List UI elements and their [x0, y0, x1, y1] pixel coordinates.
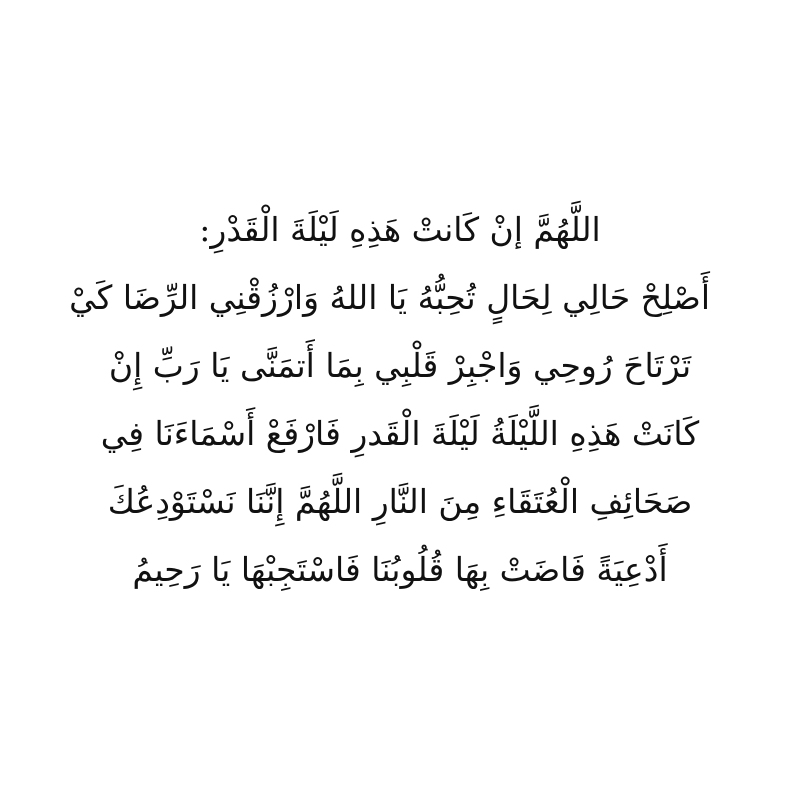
text-line-5: صَحَائِفِ الْعُتَقَاءِ مِنَ النَّارِ اللَّهُمَّ إِنَّنَا نَسْتَوْدِعُكَ [107, 482, 693, 521]
supplication-text [69, 196, 710, 604]
text-line-6: أَدْعِيَةً فَاضَتْ بِهَا قُلُوبُنَا فَاسْتَجِبْهَا يَا رَحِيمُ [132, 550, 668, 589]
text-line-2: أَصْلِحْ حَالِي لِحَالٍ تُحِبُّهُ يَا اللهُ وَارْزُقْنِي الرِّضَا كَيْ [69, 278, 710, 317]
text-line-4: كَانَتْ هَذِهِ اللَّيْلَةُ لَيْلَةَ الْقَدرِ فَارْفَعْ أَسْمَاءَنَا فِي [100, 414, 700, 453]
text-line-3: تَرْتَاحَ رُوحِي وَاجْبِرْ قَلْبِي بِمَا أَتمَنَّى يَا رَبِّ إِنْ [108, 346, 692, 385]
text-line-1: اللَّهُمَّ إنْ كَانتْ هَذِهِ لَيْلَةَ الْقَدْرِ: [199, 210, 601, 249]
